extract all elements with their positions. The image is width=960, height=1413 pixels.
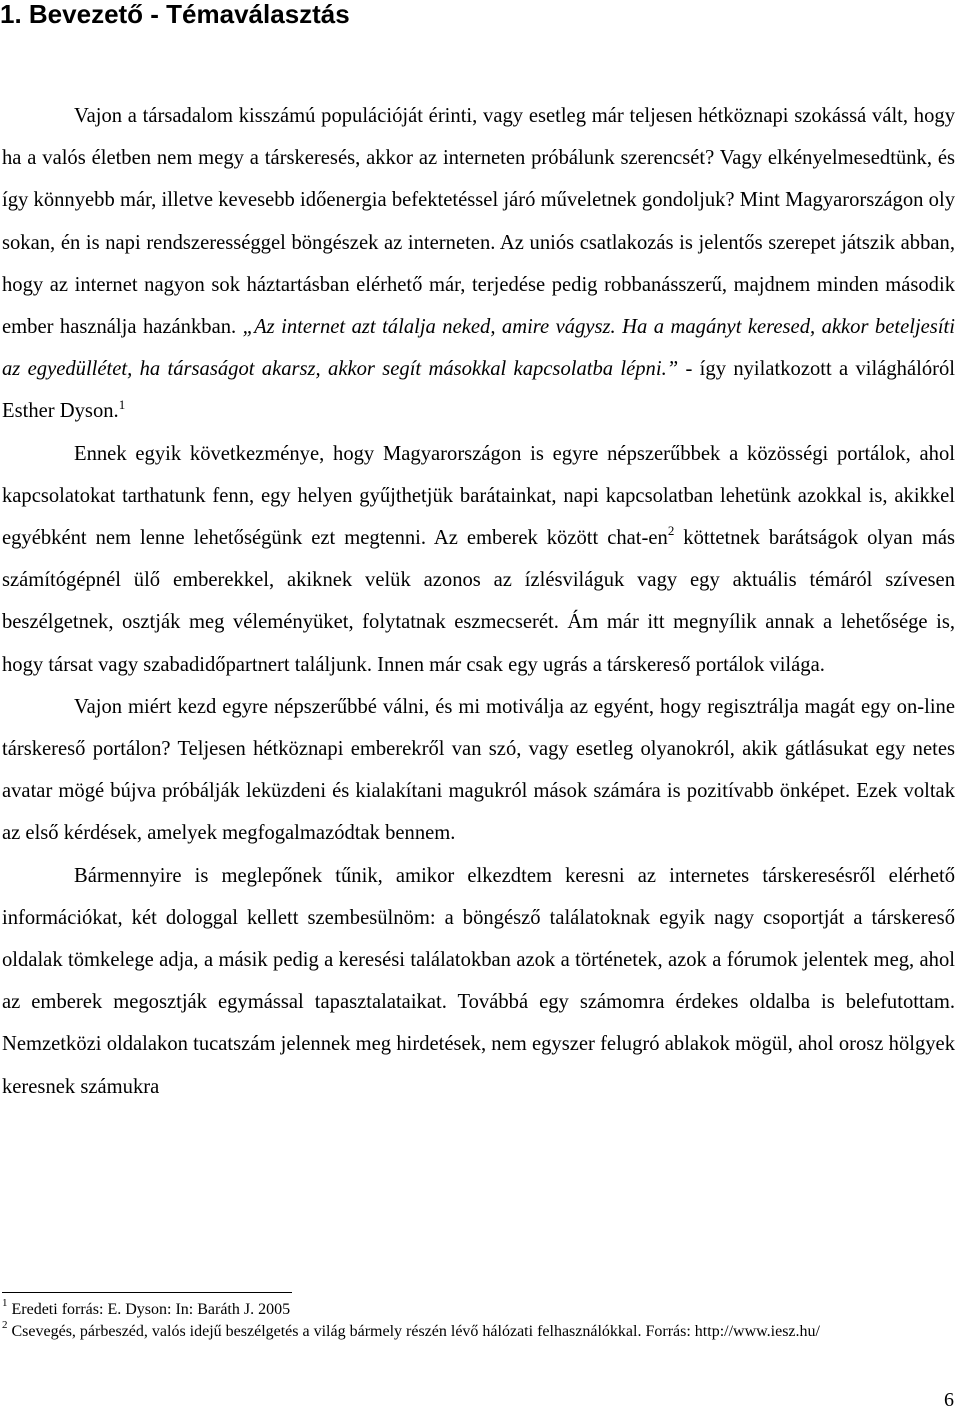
body-text [2, 95, 955, 1108]
paragraph-1-text: Vajon a társadalom kisszámú populációját érinti, vagy esetleg már teljesen hétköznapi szokássá vált, hogy ha a valós életben nem megy a társkeresés, akkor az interneten próbálunk szerencsét? Vagy elkényelmesedtünk, és így könnyebb már, illetve kevesebb időenergia befektetéssel járó műveletnek gondoljuk? Mint Magyarországon oly sokan, én is napi rendszerességgel böngészek az interneten. Az uniós csatlakozás is jelentős szerepet játszik abban, hogy az internet nagyon sok háztartásban elérhető már, terjedése pedig robbanásszerű, majdnem minden második ember használja hazánkban. [2, 105, 955, 339]
paragraph-2-text-b: köttetnek barátságok olyan más számítógépnél ülő emberekkel, akiknek velük azonos az ízlésviláguk vagy egy aktuális témáról szívesen beszélgetnek, osztják meg véleményüket, folytatnak eszmecserét. Ám már itt megnyílik annak a lehetősége is, hogy társat vagy szabadidőpartnert találjunk. Innen már csak egy ugrás a társkereső portálok világa. [2, 527, 956, 676]
footnote-2 [2, 1318, 952, 1343]
footnote-1 [2, 1296, 952, 1321]
footnote-ref-2: 2 [667, 523, 675, 539]
footnote-1-number: 1 [2, 1296, 8, 1309]
footnote-separator [2, 1292, 292, 1293]
footnotes [2, 1296, 952, 1343]
footnote-1-text: Eredeti forrás: E. Dyson: In: Baráth J. 2005 [7, 1301, 291, 1318]
page-number: 6 [944, 1389, 954, 1411]
paragraph-2-text-a: Ennek egyik következménye, hogy Magyarországon is egyre népszerűbbek a közösségi portálok, ahol kapcsolatokat tarthatunk fenn, egy helyen gyűjthetjük barátainkat, napi kapcsolatban lehetünk azokkal is, akikkel egyébként nem lenne lehetőségünk ezt megtenni. Az emberek között chat-en [2, 442, 955, 550]
paragraph-1 [2, 95, 955, 433]
paragraph-2 [2, 433, 955, 686]
dyson-quote: „Az internet azt tálalja neked, amire vágysz. Ha a magányt keresed, akkor beteljesíti az egyedüllétet, ha társaságot akarsz, akkor segít másokkal kapcsolatba lépni.” [2, 316, 955, 381]
footnote-2-number: 2 [2, 1318, 8, 1331]
paragraph-3: Vajon miért kezd egyre népszerűbbé válni, és mi motiválja az egyént, hogy regisztrálja magát egy on-line társkereső portálon? Teljesen hétköznapi emberekről van szó, vagy esetleg olyanokról, akik gátlásukat egy netes avatar mögé bújva próbálják leküzdeni és kialakítani magukról mások számára is pozitívabb önképet. Ezek voltak az első kérdések, amelyek megfogalmazódtak bennem. [2, 695, 955, 845]
footnote-ref-1: 1 [118, 396, 126, 412]
paragraph-4: Bármennyire is meglepőnek tűnik, amikor elkezdtem keresni az internetes társkeresésről elérhető információkat, két dologgal kellett szembesülnöm: a böngésző találatoknak egyik nagy csoportját a társkereső oldalak tömkelege adja, a másik pedig a keresési találatokban azok a történetek, azok a fórumok jelentek meg, ahol az emberek megosztják egymással tapasztalataikat. Továbbá egy számomra érdekes oldalba is belefutottam. Nemzetközi oldalakon tucatszám jelennek meg hirdetések, nem egyszer felugró ablakok mögül, ahol orosz hölgyek keresnek számukra [2, 864, 955, 1098]
section-heading: 1. Bevezető - Témaválasztás [0, 0, 350, 29]
footnote-2-text: Csevegés, párbeszéd, valós idejű beszélgetés a világ bármely részén lévő hálózati felhasználókkal. Forrás: http://www.iesz.hu/ [7, 1323, 820, 1340]
paragraph-1-attribution: - így nyilatkozott a világhálóról Esther Dyson. [2, 358, 955, 423]
